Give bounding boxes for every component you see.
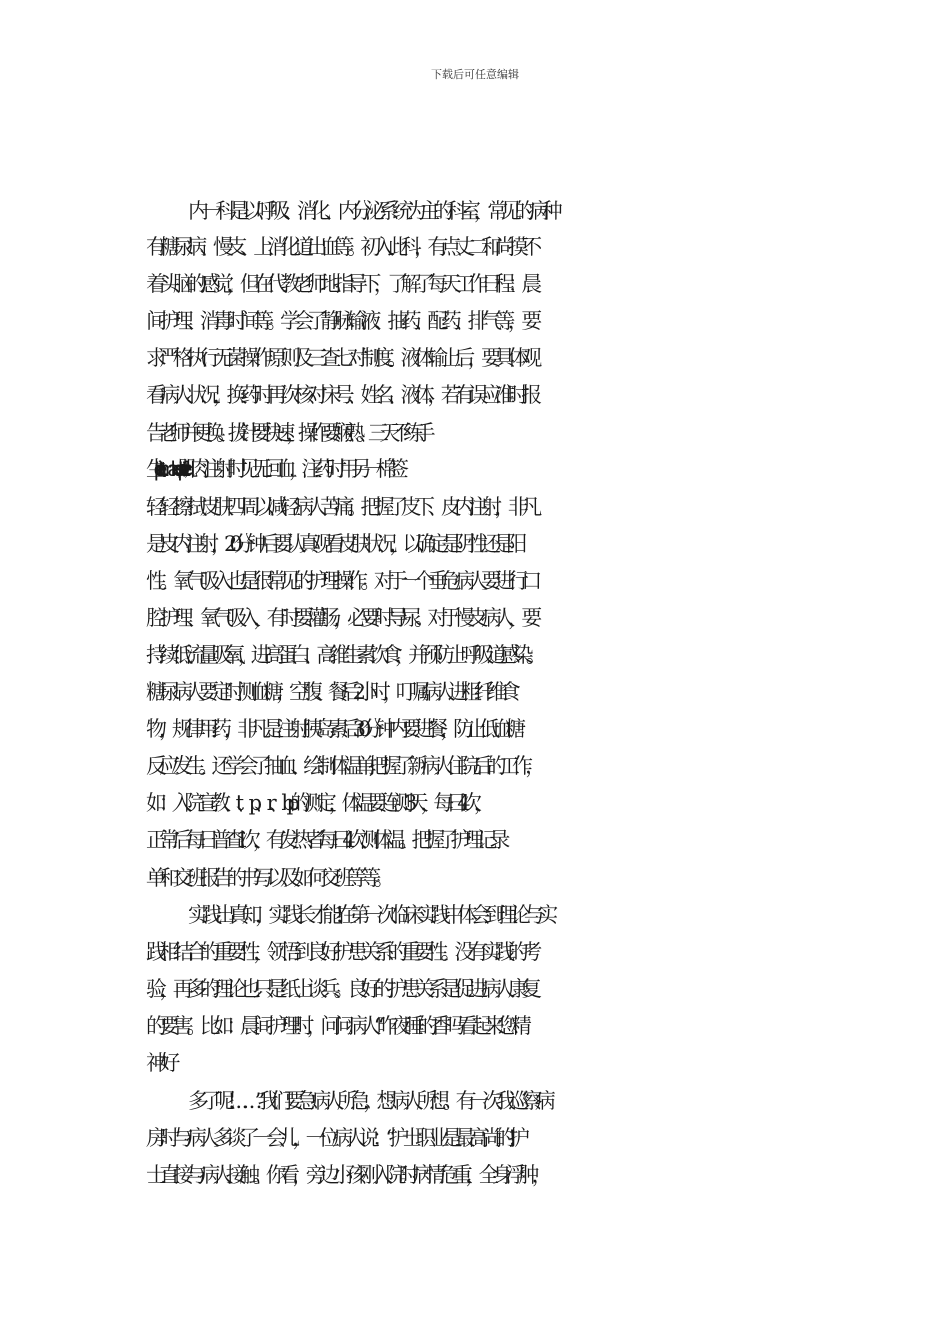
text-line: 如：入院宣教、t、p、r、bp 的测定，体温要连测 3 天，每日 4 次，: [146, 791, 487, 815]
text-line: 物，规律用药，非凡是注射胰岛素后 30 分钟内要进餐，防止低血糖: [146, 717, 519, 741]
text-line: 告 老 师 并 更 换 。 拔 针 要 快 速 ， 操 作 要 娴 熟 。 三 天 不 练 手: [146, 421, 428, 445]
text-line: 内一科是以呼吸、消化、内分泌系统为主的科室，常见的病种: [188, 199, 556, 223]
text-line: 实践出真知，实践长才能!在第一次临床实践中体会到理论与实: [188, 903, 551, 927]
text-line: 有糖尿病、慢支、上消化道出血等。初入此科，有点丈二和尚摸不: [146, 235, 535, 259]
text-line: 神好: [146, 1051, 173, 1075]
page-header: 下载后可任意编辑: [431, 68, 519, 81]
text-line: 的要害。比如：晨间护理时，问问病人“昨夜睡的香吗看起来您精: [146, 1014, 525, 1038]
text-line: 腔护理、氧气吸入，有时要灌肠，必要时导尿。对于慢支病人，要: [146, 606, 535, 630]
text-line: 糖尿病人要定时测血糖，空腹、餐后 2 小时，叮嘱病人进粗纤维食: [146, 680, 513, 704]
text-line: 单和交班报告的书写以及如何交班等等。: [146, 866, 388, 890]
text-line: 持续低流量吸氧，进高蛋白、高维生素饮食，并预防上呼吸道感染。: [146, 643, 539, 667]
text-line: 看病人状况，换药时再次核对床号、姓名、液体，若有误应准时报: [146, 383, 535, 407]
text-line: 反应发生。还学会了抽血、绘制体温单;把握了新病人住院后的工作，: [146, 754, 539, 778]
text-line: 正常后每日普查 1 次，有发热者每日 4 次测体温。把握了护理记录: [146, 828, 503, 852]
text-line: 验，再多的理论也只是纸上谈兵。良好的护患关系是促进病人康复: [146, 977, 535, 1001]
text-line: 轻轻擦拭皮肤四周以减轻病人苦痛。把握了皮下、皮内注射，非凡: [146, 495, 535, 519]
text-line: 践相结合的重要性，领悟到良好护患关系的重要性。没有实践的考: [146, 940, 535, 964]
text-line: 着头脑的感觉，但在代教老师地指导下，了解了每天工作日程：晨: [146, 272, 535, 296]
text-line: 是皮内注射，20 分钟后要认真观看皮肤状况，以确定是阴性还是阳: [146, 532, 520, 556]
text-line: 多了呢!……”我们要急病人所急，想病人所想。有一次我巡察病: [188, 1089, 548, 1113]
text-line: 间护理、消毒时间等。学会了静脉输液、抽药、配药、排气等，要: [146, 309, 535, 333]
text-line: 房时与病人多谈了一会儿，一位病人说：“护士职业是最高尚的!护: [146, 1126, 523, 1150]
text-line: 生!“practicemakesperfect!”肌肉注射时见无回血，注药时用另一棉签: [146, 458, 401, 481]
text-line: 性。氧气吸入也是很常见的护理操作。对于一个垂危病人要进行口: [146, 569, 535, 593]
text-line: 士直接与病人接触。你看，旁边小孩刚入院时病情危重，全身浮肿，: [146, 1163, 545, 1187]
text-line: 求严格执行无菌操作原则及三查七对制度。液体输上后，要具体观: [146, 346, 535, 370]
